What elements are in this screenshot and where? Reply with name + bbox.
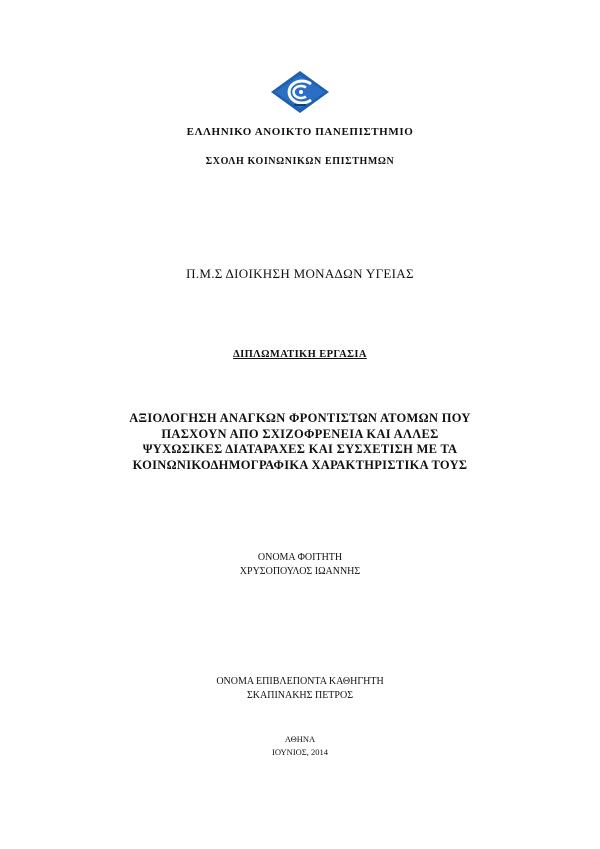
university-name: ΕΛΛΗΝΙΚΟ ΑΝΟΙΚΤΟ ΠΑΝΕΠΙΣΤΗΜΙΟ	[186, 126, 414, 138]
place: ΑΘΗΝΑ	[284, 734, 316, 744]
thesis-type: ΔΙΠΛΩΜΑΤΙΚΗ ΕΡΓΑΣΙΑ	[233, 349, 367, 360]
place-date-block	[0, 733, 600, 759]
date: ΙΟΥΝΙΟΣ, 2014	[272, 747, 328, 757]
university-emblem-icon	[270, 70, 330, 114]
school-name: ΣΧΟΛΗ ΚΟΙΝΩΝΙΚΩΝ ΕΠΙΣΤΗΜΩΝ	[205, 156, 395, 167]
thesis-title-line: ΨΥΧΩΣΙΚΕΣ ΔΙΑΤΑΡΑΧΕΣ ΚΑΙ ΣΥΣΧΕΤΙΣΗ ΜΕ ΤΑ	[142, 442, 458, 456]
student-label: ΟΝΟΜΑ ΦΟΙΤΗΤΗ	[257, 552, 343, 563]
program-name: Π.Μ.Σ ΔΙΟΙΚΗΣΗ ΜΟΝΑΔΩΝ ΥΓΕΙΑΣ	[186, 266, 414, 281]
supervisor-label: ΟΝΟΜΑ ΕΠΙΒΛΕΠΟΝΤΑ ΚΑΘΗΓΗΤΗ	[216, 676, 384, 687]
supervisor-name: ΣΚΑΠΙΝΑΚΗΣ ΠΕΤΡΟΣ	[246, 690, 354, 701]
student-block	[0, 551, 600, 579]
supervisor-block	[0, 675, 600, 703]
thesis-title-line: ΑΞΙΟΛΟΓΗΣΗ ΑΝΑΓΚΩΝ ΦΡΟΝΤΙΣΤΩΝ ΑΤΟΜΩΝ ΠΟΥ	[129, 411, 471, 425]
thesis-title-line: ΠΑΣΧΟΥΝ ΑΠΟ ΣΧΙΖΟΦΡΕΝΕΙΑ ΚΑΙ ΑΛΛΕΣ	[161, 426, 439, 441]
thesis-title-line: ΚΟΙΝΩΝΙΚΟΔΗΜΟΓΡΑΦΙΚΑ ΧΑΡΑΚΤΗΡΙΣΤΙΚΑ ΤΟΥΣ	[132, 457, 468, 472]
thesis-title	[0, 411, 600, 473]
student-name: ΧΡΥΣΟΠΟΥΛΟΣ ΙΩΑΝΝΗΣ	[239, 566, 361, 577]
